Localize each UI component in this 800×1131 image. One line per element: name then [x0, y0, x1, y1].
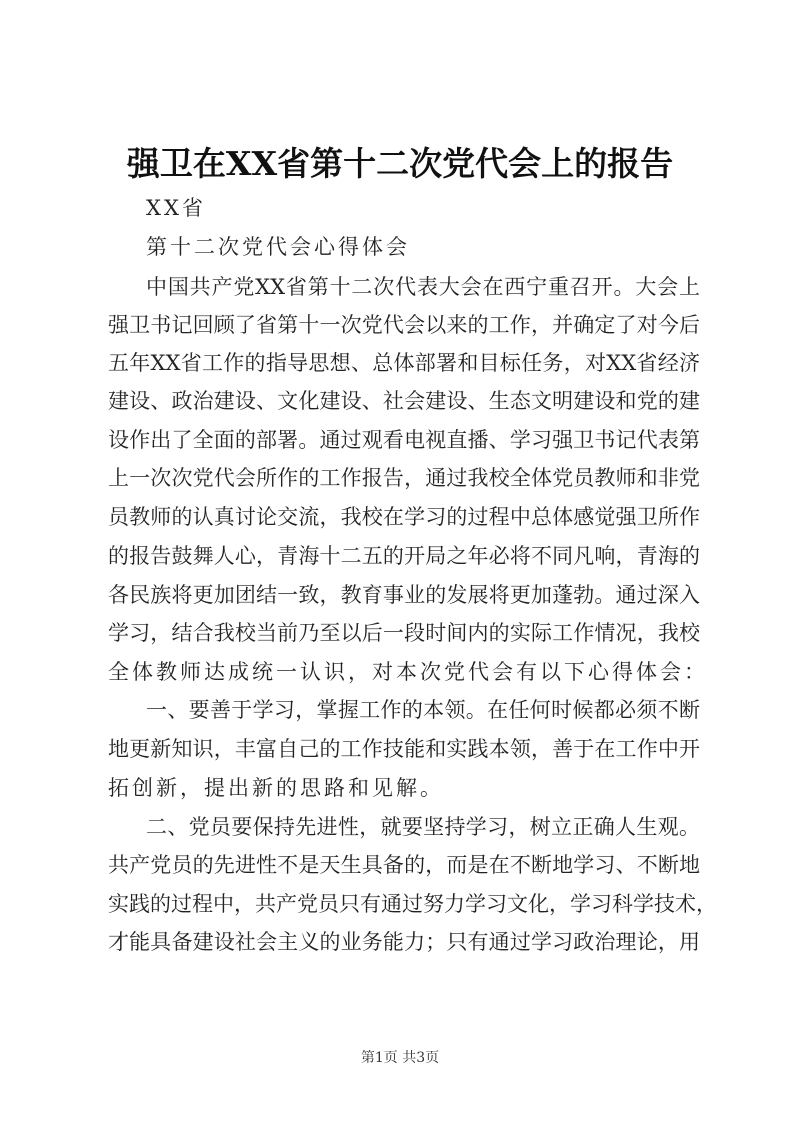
body-line: XX省 [146, 196, 206, 220]
body-line: 员教师的认真讨论交流，我校在学习的过程中总体感觉强卫所作 [108, 505, 700, 529]
body-line: 中国共产党XX省第十二次代表大会在西宁重召开。大会上 [146, 275, 700, 299]
body-line: 二、党员要保持先进性，就要坚持学习，树立正确人生观。 [146, 815, 700, 839]
body-line: 的报告鼓舞人心，青海十二五的开局之年必将不同凡响，青海的 [108, 544, 700, 568]
page-footer: 第1页 共3页 [360, 1050, 440, 1066]
body-line: 一、要善于学习，掌握工作的本领。在任何时候都必须不断 [146, 698, 700, 722]
body-line: 才能具备建设社会主义的业务能力；只有通过学习政治理论，用 [108, 930, 700, 954]
body-line: 地更新知识，丰富自己的工作技能和实践本领，善于在工作中开 [108, 737, 700, 761]
body-line: 五年XX省工作的指导思想、总体部署和目标任务，对XX省经济 [108, 351, 700, 375]
body-line: 全体教师达成统一认识，对本次党代会有以下心得体会： [108, 660, 708, 684]
body-line: 共产党员的先进性不是天生具备的，而是在不断地学习、不断地 [108, 853, 700, 877]
body-line: 设作出了全面的部署。通过观看电视直播、学习强卫书记代表第 [108, 428, 700, 452]
body-line: 强卫书记回顾了省第十一次党代会以来的工作，并确定了对今后 [108, 313, 700, 337]
body-line: 第十二次党代会心得体会 [146, 235, 410, 259]
body-line: 学习，结合我校当前乃至以后一段时间内的实际工作情况，我校 [108, 621, 700, 645]
document-title: 强卫在XX省第十二次党代会上的报告 [126, 144, 674, 183]
body-line: 各民族将更加团结一致，教育事业的发展将更加蓬勃。通过深入 [108, 583, 700, 607]
body-line: 建设、政治建设、文化建设、社会建设、生态文明建设和党的建 [108, 389, 700, 413]
body-line: 实践的过程中，共产党员只有通过努力学习文化，学习科学技术， [108, 892, 717, 916]
body-line: 上一次次党代会所作的工作报告，通过我校全体党员教师和非党 [108, 466, 700, 490]
body-line: 拓创新，提出新的思路和见解。 [108, 776, 444, 800]
